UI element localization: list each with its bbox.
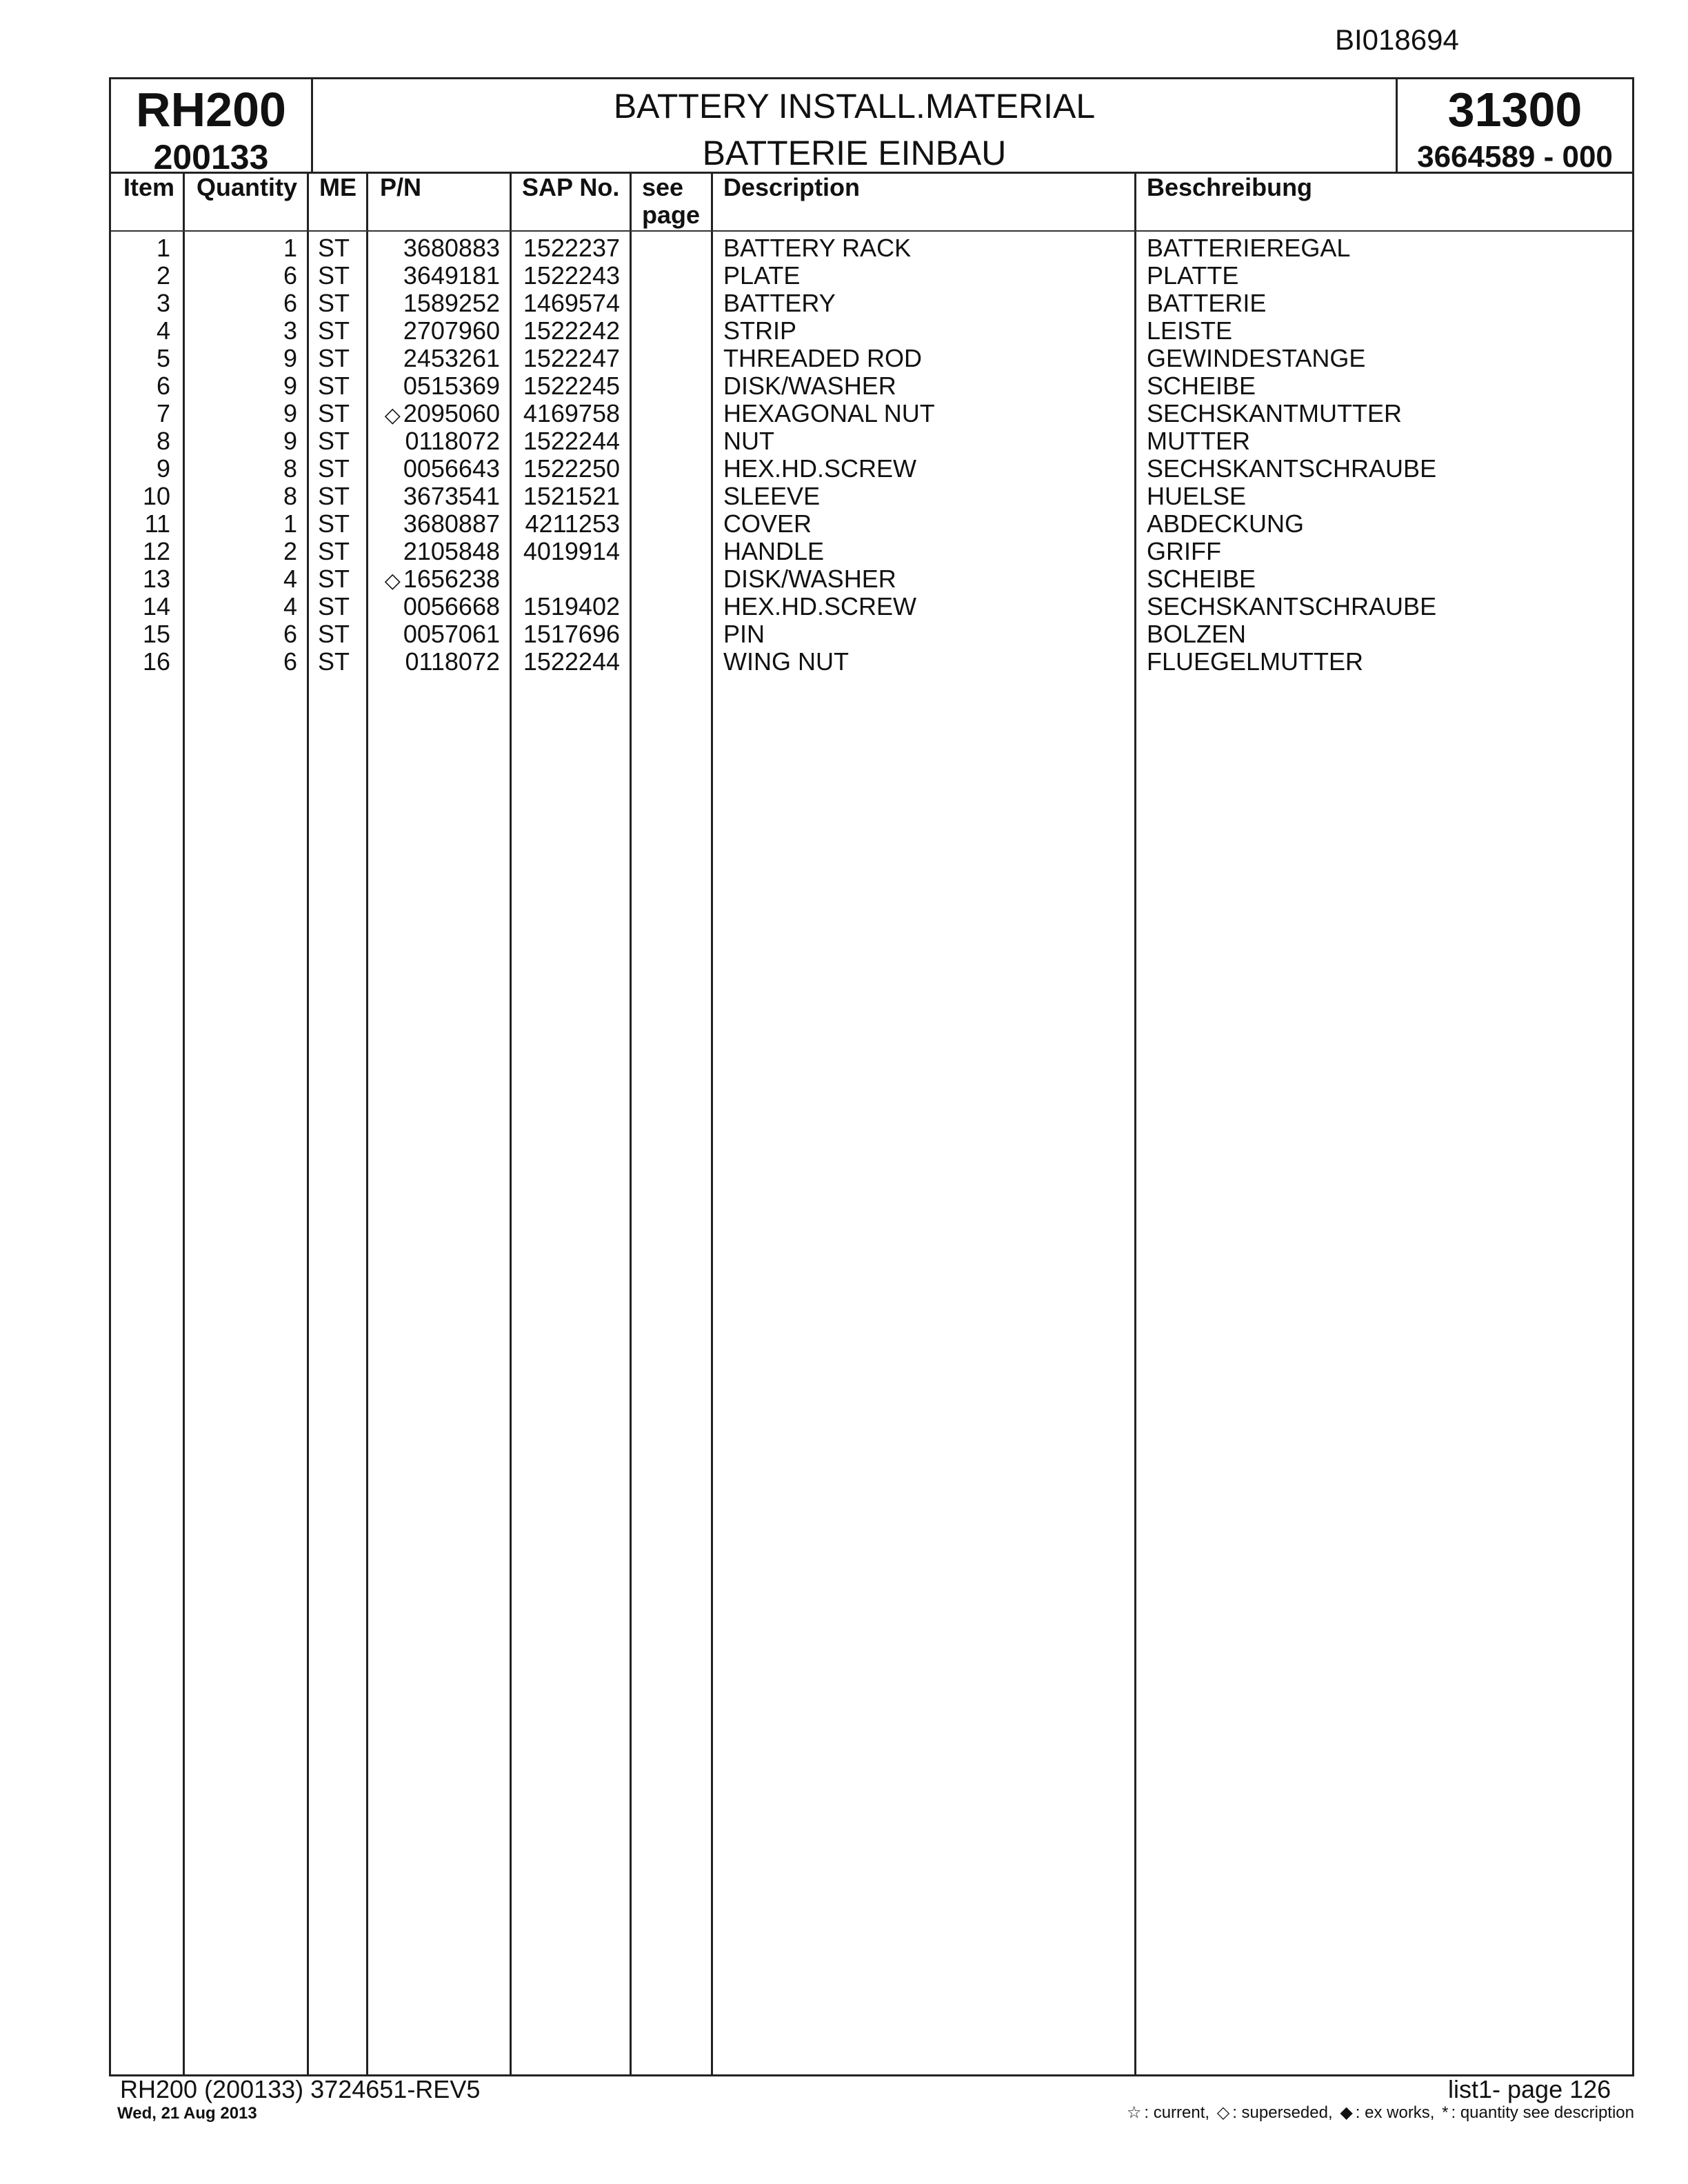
header-group-cell — [1396, 79, 1632, 172]
table-row — [111, 593, 1632, 620]
cell-item: 12 — [142, 537, 170, 565]
cell-item: 15 — [142, 620, 170, 648]
cell-sap: 1522237 — [523, 234, 620, 262]
cell-desc-de: HUELSE — [1147, 482, 1247, 510]
cell-me: ST — [318, 316, 350, 345]
cell-sap: 1519402 — [523, 592, 620, 620]
cell-item: 5 — [156, 344, 170, 372]
cell-me: ST — [318, 234, 350, 262]
col-header-quantity: Quantity — [197, 173, 298, 201]
cell-qty: 2 — [283, 537, 297, 565]
diamond-outline-icon: ◇ — [384, 569, 401, 592]
cell-desc: COVER — [723, 509, 812, 538]
cell-pn: 2453261 — [403, 344, 500, 372]
document-number: 3664589 - 000 — [1417, 140, 1613, 174]
cell-desc: DISK/WASHER — [723, 565, 896, 593]
cell-item: 4 — [156, 316, 170, 345]
col-header-beschreibung: Beschreibung — [1147, 173, 1313, 201]
cell-sap: 4211253 — [525, 509, 620, 538]
cell-desc-de: BOLZEN — [1147, 620, 1247, 648]
footer-legend — [1124, 2103, 1634, 2123]
cell-desc: BATTERY RACK — [723, 234, 912, 262]
header-model-cell — [111, 79, 313, 176]
cell-pn: ◇ 1656238 — [384, 565, 500, 593]
table-row — [111, 620, 1632, 648]
asterisk-icon: * — [1442, 2103, 1449, 2122]
legend-quantity: : quantity see description — [1451, 2103, 1634, 2122]
diamond-outline-icon: ◇ — [384, 404, 401, 427]
cell-desc-de: PLATTE — [1147, 261, 1239, 290]
cell-sap: 1521521 — [523, 482, 620, 510]
cell-desc-de: SECHSKANTSCHRAUBE — [1147, 592, 1437, 620]
cell-pn: 0056643 — [403, 454, 500, 483]
legend-superseded: : superseded, — [1232, 2103, 1333, 2122]
cell-pn: 3680883 — [403, 234, 500, 262]
table-row — [111, 234, 1632, 262]
cell-me: ST — [318, 344, 350, 372]
star-icon: ☆ — [1126, 2103, 1142, 2122]
cell-sap: 1522250 — [523, 454, 620, 483]
cell-me: ST — [318, 592, 350, 620]
cell-desc-de: ABDECKUNG — [1147, 509, 1305, 538]
cell-me: ST — [318, 372, 350, 400]
cell-item: 11 — [144, 509, 170, 538]
table-row — [111, 372, 1632, 400]
cell-sap: 1522243 — [523, 261, 620, 290]
cell-desc-de: SCHEIBE — [1147, 372, 1256, 400]
cell-qty: 8 — [283, 482, 297, 510]
cell-desc-de: MUTTER — [1147, 427, 1250, 455]
cell-desc-de: LEISTE — [1147, 316, 1233, 345]
cell-pn: 2707960 — [403, 316, 500, 345]
cell-desc-de: SECHSKANTSCHRAUBE — [1147, 454, 1437, 483]
table-row — [111, 262, 1632, 290]
col-header-description: Description — [723, 173, 861, 201]
cell-sap: 1522242 — [523, 316, 620, 345]
footer-page: list1- page 126 — [1448, 2075, 1611, 2103]
col-header-me: ME — [319, 173, 356, 201]
col-header-see-page — [642, 174, 700, 229]
cell-item: 7 — [156, 399, 170, 427]
col-header-see: see — [642, 173, 684, 201]
cell-pn: ◇ 2095060 — [384, 399, 500, 427]
cell-qty: 1 — [283, 509, 297, 538]
model-name: RH200 — [136, 83, 286, 136]
cell-desc: STRIP — [723, 316, 797, 345]
cell-me: ST — [318, 647, 350, 676]
cell-pn: 0515369 — [403, 372, 500, 400]
col-header-item: Item — [123, 173, 175, 201]
cell-desc-de: SCHEIBE — [1147, 565, 1256, 593]
cell-desc-de: BATTERIE — [1147, 289, 1267, 317]
cell-desc: HEX.HD.SCREW — [723, 592, 917, 620]
cell-qty: 3 — [283, 316, 297, 345]
title-german: BATTERIE EINBAU — [702, 134, 1007, 172]
cell-qty: 9 — [283, 399, 297, 427]
cell-item: 10 — [142, 482, 170, 510]
cell-pn: 0118072 — [405, 427, 500, 455]
cell-desc-de: FLUEGELMUTTER — [1147, 647, 1364, 676]
cell-me: ST — [318, 454, 350, 483]
cell-qty: 9 — [283, 344, 297, 372]
cell-qty: 4 — [283, 592, 297, 620]
cell-qty: 6 — [283, 289, 297, 317]
table-row — [111, 317, 1632, 345]
legend-current: : current, — [1144, 2103, 1210, 2122]
cell-desc: HANDLE — [723, 537, 825, 565]
col-header-pn: P/N — [380, 173, 422, 201]
table-row — [111, 290, 1632, 317]
cell-item: 1 — [156, 234, 170, 262]
serial-number: 200133 — [153, 138, 269, 176]
header-divider — [111, 230, 1632, 232]
cell-item: 9 — [156, 454, 170, 483]
table-row — [111, 538, 1632, 565]
document-id: BI018694 — [1335, 23, 1459, 56]
cell-qty: 9 — [283, 372, 297, 400]
cell-pn: 3680887 — [403, 509, 500, 538]
cell-desc: NUT — [723, 427, 774, 455]
diamond-outline-icon: ◇ — [1216, 2103, 1230, 2122]
cell-desc: DISK/WASHER — [723, 372, 896, 400]
cell-pn: 0118072 — [405, 647, 500, 676]
cell-me: ST — [318, 509, 350, 538]
cell-pn: 0057061 — [403, 620, 500, 648]
cell-item: 2 — [156, 261, 170, 290]
cell-item: 13 — [142, 565, 170, 593]
cell-qty: 1 — [283, 234, 297, 262]
cell-desc: HEXAGONAL NUT — [723, 399, 935, 427]
cell-desc-de: GEWINDESTANGE — [1147, 344, 1366, 372]
cell-sap: 4169758 — [523, 399, 620, 427]
cell-item: 14 — [142, 592, 170, 620]
cell-item: 3 — [156, 289, 170, 317]
legend-exworks: : ex works, — [1355, 2103, 1435, 2122]
col-header-sap: SAP No. — [522, 173, 620, 201]
table-row — [111, 427, 1632, 455]
table-row — [111, 345, 1632, 372]
cell-sap: 1469574 — [523, 289, 620, 317]
table-row — [111, 565, 1632, 593]
table-row — [111, 483, 1632, 510]
cell-pn: 2105848 — [403, 537, 500, 565]
cell-sap: 1522247 — [523, 344, 620, 372]
table-row — [111, 648, 1632, 676]
cell-me: ST — [318, 537, 350, 565]
cell-desc: WING NUT — [723, 647, 849, 676]
cell-desc: THREADED ROD — [723, 344, 923, 372]
footer-date: Wed, 21 Aug 2013 — [117, 2104, 257, 2123]
cell-desc-de: SECHSKANTMUTTER — [1147, 399, 1403, 427]
cell-me: ST — [318, 427, 350, 455]
cell-qty: 8 — [283, 454, 297, 483]
footer-reference: RH200 (200133) 3724651-REV5 — [120, 2075, 481, 2103]
cell-sap: 1522244 — [523, 647, 620, 676]
cell-desc-de: GRIFF — [1147, 537, 1221, 565]
cell-desc-de: BATTERIEREGAL — [1147, 234, 1351, 262]
diamond-filled-icon: ◆ — [1340, 2103, 1353, 2122]
table-row — [111, 400, 1632, 427]
cell-qty: 6 — [283, 261, 297, 290]
title-english: BATTERY INSTALL.MATERIAL — [613, 87, 1096, 125]
cell-qty: 9 — [283, 427, 297, 455]
cell-desc: PLATE — [723, 261, 801, 290]
cell-pn: 1589252 — [403, 289, 500, 317]
cell-qty: 6 — [283, 647, 297, 676]
parts-table — [109, 174, 1634, 2076]
col-header-page: page — [642, 201, 701, 229]
cell-item: 6 — [156, 372, 170, 400]
cell-desc: BATTERY — [723, 289, 836, 317]
cell-qty: 4 — [283, 565, 297, 593]
cell-me: ST — [318, 620, 350, 648]
cell-pn: 3673541 — [403, 482, 500, 510]
cell-me: ST — [318, 565, 350, 593]
cell-me: ST — [318, 289, 350, 317]
cell-sap: 1522244 — [523, 427, 620, 455]
cell-me: ST — [318, 399, 350, 427]
cell-sap: 1517696 — [523, 620, 620, 648]
cell-me: ST — [318, 261, 350, 290]
cell-item: 16 — [142, 647, 170, 676]
cell-pn: 0056668 — [403, 592, 500, 620]
table-row — [111, 510, 1632, 538]
cell-desc: PIN — [723, 620, 765, 648]
table-row — [111, 455, 1632, 483]
cell-item: 8 — [156, 427, 170, 455]
cell-me: ST — [318, 482, 350, 510]
group-number: 31300 — [1447, 83, 1582, 136]
cell-sap: 1522245 — [523, 372, 620, 400]
cell-desc: HEX.HD.SCREW — [723, 454, 917, 483]
header-block — [109, 77, 1634, 174]
cell-pn: 3649181 — [403, 261, 500, 290]
cell-desc: SLEEVE — [723, 482, 821, 510]
cell-qty: 6 — [283, 620, 297, 648]
cell-sap: 4019914 — [523, 537, 620, 565]
